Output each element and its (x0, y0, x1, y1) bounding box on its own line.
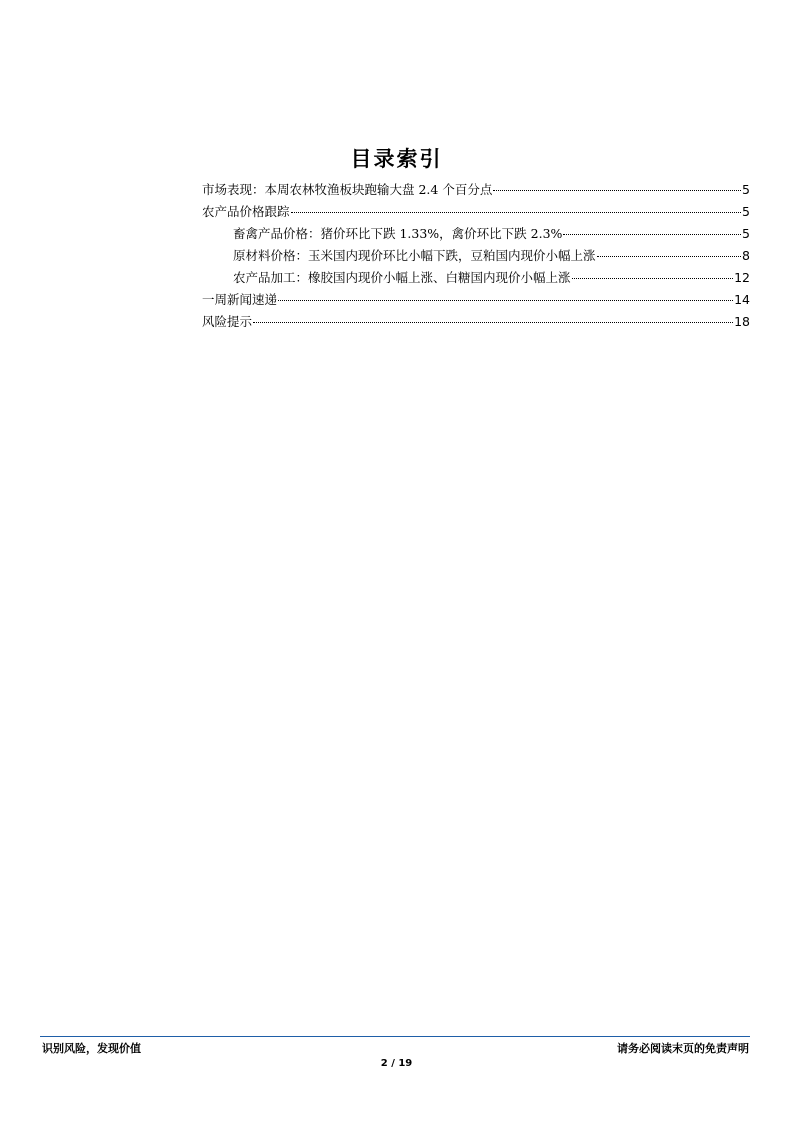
toc-entry-page: 18 (734, 314, 750, 329)
toc-entry-label: 市场表现：本周农林牧渔板块跑输大盘 2.4 个百分点 (202, 182, 493, 197)
toc-entry-page: 12 (734, 270, 750, 285)
toc-leader-dots (572, 278, 734, 279)
toc-entry-label: 畜禽产品价格：猪价环比下跌 1.33%，禽价环比下跌 2.3% (233, 226, 563, 241)
toc-subentry[interactable] (202, 223, 750, 245)
toc-list (202, 179, 750, 333)
toc-entry-label: 风险提示 (202, 314, 253, 329)
toc-leader-dots (278, 300, 733, 301)
toc-entry[interactable] (202, 311, 750, 333)
toc-entry[interactable] (202, 201, 750, 223)
toc-entry-page: 14 (734, 292, 750, 307)
toc-entry-label: 原材料价格：玉米国内现价环比小幅下跌，豆粕国内现价小幅上涨 (233, 248, 596, 263)
footer-disclaimer: 请务必阅读末页的免责声明 (617, 1042, 749, 1055)
toc-entry-label: 农产品加工：橡胶国内现价小幅上涨、白糖国内现价小幅上涨 (233, 270, 571, 285)
toc-entry-label: 农产品价格跟踪 (202, 204, 290, 219)
toc-leader-dots (597, 256, 742, 257)
page-number: 2 / 19 (380, 1058, 413, 1069)
toc-subentry[interactable] (202, 267, 750, 289)
toc-entry-page: 5 (742, 226, 750, 241)
toc-leader-dots (253, 322, 733, 323)
toc-leader-dots (563, 234, 741, 235)
toc-leader-dots (493, 190, 741, 191)
toc-subentry[interactable] (202, 245, 750, 267)
toc-entry-page: 5 (742, 182, 750, 197)
footer-divider (40, 1036, 750, 1037)
footer-slogan: 识别风险，发现价值 (42, 1042, 141, 1055)
toc-title: 目录索引 (350, 147, 443, 171)
toc-entry-page: 8 (742, 248, 750, 263)
toc-leader-dots (291, 212, 742, 213)
toc-entry[interactable] (202, 179, 750, 201)
toc-entry-label: 一周新闻速递 (202, 292, 278, 307)
toc-entry[interactable] (202, 289, 750, 311)
toc-entry-page: 5 (742, 204, 750, 219)
